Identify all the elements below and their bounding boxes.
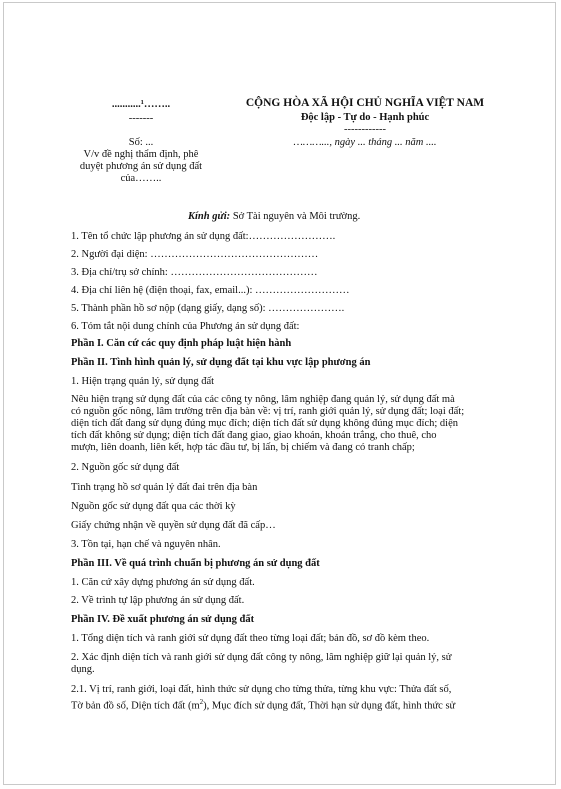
item-5: 5. Thành phần hồ sơ nộp (dạng giấy, dạng số): ………………….: [71, 303, 345, 314]
paragraph-line: có nguồn gốc nông, lâm trường trên địa bàn về: vị trí, ranh giới quản lý, sử dụng đất; loại đất;: [71, 406, 465, 417]
superscript: 2: [199, 698, 204, 706]
recipient-line: [188, 211, 360, 223]
document-number: Số: ...: [128, 137, 154, 148]
right-header-divider: ------------: [344, 124, 386, 135]
part-4-item-2-line-1: 2. Xác định diện tích và ranh giới sử dụng đất công ty nông, lâm nghiệp giữ lại quản lý, sử: [71, 652, 452, 663]
subject-line-2: duyệt phương án sử dụng đất: [79, 161, 203, 172]
part-2-item-2a: Tình trạng hồ sơ quản lý đất đai trên địa bàn: [71, 482, 258, 493]
part-4-heading: Phần IV. Đề xuất phương án sử dụng đất: [71, 614, 255, 625]
part-4-item-21-line-2: [71, 696, 455, 713]
item-1: 1. Tên tổ chức lập phương án sử dụng đất:…………………….: [71, 231, 336, 242]
national-motto: Độc lập - Tự do - Hạnh phúc: [300, 112, 430, 123]
line-text: ), Mục đích sử dụng đất, Thời hạn sử dụng đất, hình thức sử: [203, 700, 456, 712]
issuing-organization: ...........¹……..: [111, 99, 171, 110]
part-4-item-1: 1. Tổng diện tích và ranh giới sử dụng đất theo từng loại đất; bản đồ, sơ đồ kèm theo.: [71, 633, 430, 644]
item-3: 3. Địa chỉ/trụ sở chính: ……………………………………: [71, 267, 318, 278]
part-2-item-1: 1. Hiện trạng quản lý, sử dụng đất: [71, 376, 215, 387]
item-2: 2. Người đại diện: …………………………………………: [71, 249, 319, 260]
paragraph-line: mượn, liên doanh, liên kết, hợp tác đầu tư, bị lấn, bị chiếm và đang có tranh chấp;: [71, 442, 415, 453]
part-2-item-2b: Nguồn gốc sử dụng đất qua các thời kỳ: [71, 501, 236, 512]
part-2-item-2c: Giấy chứng nhận về quyền sử dụng đất đã cấp…: [71, 520, 276, 531]
subject-line-3: của……..: [120, 173, 162, 184]
recipient-label: Kính gửi:: [188, 211, 231, 222]
item-4: 4. Địa chỉ liên hệ (điện thoại, fax, email...): ………………………: [71, 285, 350, 296]
part-4-item-21-line-1: 2.1. Vị trí, ranh giới, loại đất, hình thức sử dụng cho từng thửa, từng khu vực: Thửa đất số,: [71, 684, 452, 695]
part-2-heading: Phần II. Tình hình quản lý, sử dụng đất tại khu vực lập phương án: [71, 357, 371, 368]
paragraph-line: tích đất không sử dụng; diện tích đất đang giao, giao khoán, khoán trắng, cho thuê, cho: [71, 430, 437, 441]
place-and-date: ………..., ngày ... tháng ... năm ....: [293, 137, 437, 148]
part-2-item-2: 2. Nguồn gốc sử dụng đất: [71, 462, 180, 473]
recipient-value: Sở Tài nguyên và Môi trường.: [232, 211, 361, 222]
part-3-heading: Phần III. Về quá trình chuẩn bị phương án sử dụng đất: [71, 558, 320, 569]
document-page: [3, 2, 556, 785]
part-3-item-1: 1. Căn cứ xây dựng phương án sử dụng đất.: [71, 577, 255, 588]
left-header-divider: -------: [128, 113, 154, 124]
part-3-item-2: 2. Về trình tự lập phương án sử dụng đất.: [71, 595, 245, 606]
part-2-item-3: 3. Tồn tại, hạn chế và nguyên nhân.: [71, 539, 221, 550]
paragraph-line: Nêu hiện trạng sử dụng đất của các công ty nông, lâm nghiệp đang quản lý, sử dụng đất mà: [71, 394, 455, 405]
part-4-item-2-line-2: dụng.: [71, 664, 95, 675]
item-6: 6. Tóm tắt nội dung chính của Phương án sử dụng đất:: [71, 321, 300, 332]
national-title: CỘNG HÒA XÃ HỘI CHỦ NGHĨA VIỆT NAM: [245, 97, 485, 109]
part-1-heading: Phần I. Căn cứ các quy định pháp luật hiện hành: [71, 338, 292, 349]
paragraph-line: diện tích đất đang sử dụng đúng mục đích; diện tích đất sử dụng không đúng mục đích; diện: [71, 418, 458, 429]
line-text: Tờ bản đồ số, Diện tích đất (m: [71, 700, 200, 712]
subject-line-1: V/v đề nghị thẩm định, phê: [83, 149, 199, 160]
